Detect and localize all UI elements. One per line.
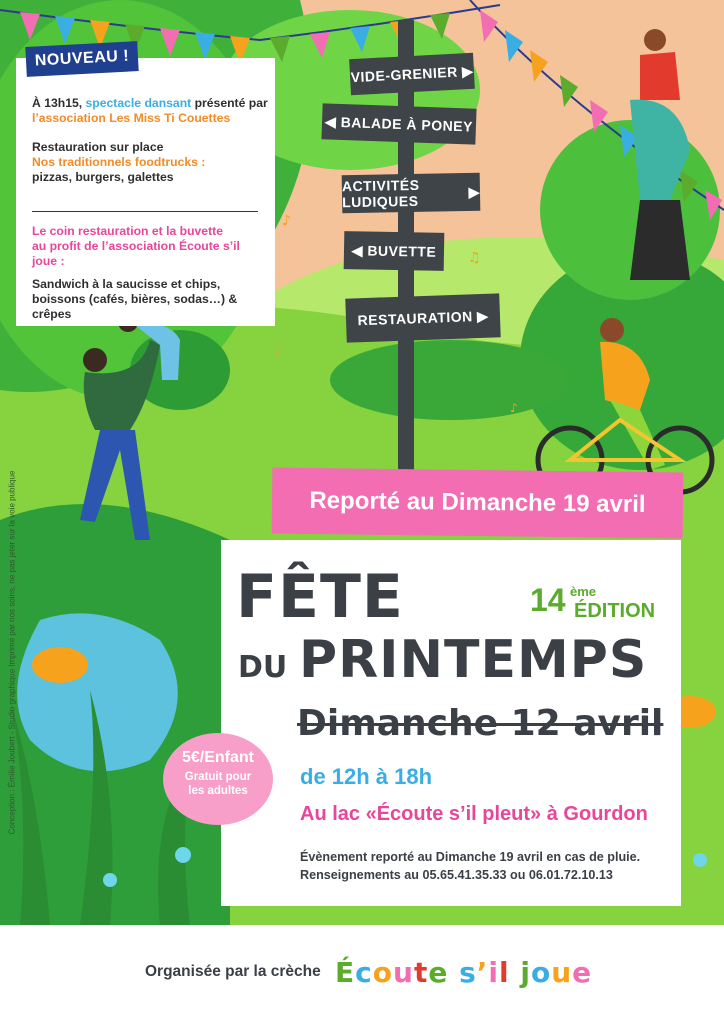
logo-letter: t [413,956,429,989]
show-intro: présenté par [191,96,268,110]
rain-notice: Évènement reporté au Dimanche 19 avril en cas de pluie. [300,850,641,864]
logo-letter: e [428,956,449,989]
menu-line-1: Sandwich à la saucisse et chips, [32,277,221,291]
svg-text:♫: ♫ [468,250,481,266]
credit-text: Conception : Émilie Joubert - Studio graphique Imprimé par nos soins, ne pas jeter sur la voie publique [7,470,17,835]
logo-letter: u [393,956,414,989]
food-info [32,140,268,185]
divider [32,211,258,212]
buvette-title: Le coin restauration et la buvette [32,224,223,238]
edition-number: 14 [530,582,566,618]
sign-activites: ACTIVITÉS LUDIQUES ▶ [342,173,481,213]
logo-letter: o [530,956,552,989]
price-adult-2: les adultes [188,785,248,797]
logo-letter: l [499,956,510,989]
event-notice [300,848,640,884]
logo-letter: ’ [476,956,489,989]
buvette-info [32,224,268,322]
edition-label: ÉDITION [574,600,656,622]
sign-balade-poney: ◀ BALADE À PONEY [321,103,476,144]
logo-colored [335,956,592,989]
foodtrucks-menu: pizzas, burgers, galettes [32,170,174,184]
price-badge [163,733,273,825]
sign-buvette: ◀ BUVETTE [344,231,445,271]
logo-letter: i [488,956,499,989]
organiser-logo [335,956,592,989]
svg-text:♪: ♪ [510,401,518,415]
event-hours: de 12h à 18h [300,764,433,789]
price-child: 5€/Enfant [181,749,254,766]
sign-restauration: RESTAURATION ▶ [345,293,500,342]
title-du: DU [238,650,288,685]
logo-letter: s [459,956,477,989]
buvette-subtitle: au profit de l’association Écoute s’il joue : [32,239,240,268]
svg-text:♪: ♪ [282,213,291,229]
logo-letter: j [520,956,531,989]
sign-vide-grenier: VIDE-GRENIER ▶ [349,53,475,95]
logo-letter [510,956,521,989]
title-fete: FÊTE [236,562,404,632]
title-printemps: PRINTEMPS [299,630,648,690]
logo-letter: c [355,956,373,989]
nouveau-tag: NOUVEAU ! [25,41,138,77]
show-info [32,96,268,126]
old-date-struck: Dimanche 12 avril [297,703,664,744]
show-time: À 13h15, [32,96,86,110]
logo-letter: e [572,956,593,989]
postponed-banner: Reporté au Dimanche 19 avril [272,467,684,538]
svg-text:♪: ♪ [274,344,282,358]
contact-phones: Renseignements au 05.65.41.35.33 ou 06.01.72.10.13 [300,868,613,882]
resto-line: Restauration sur place [32,140,164,154]
show-association: l’association Les Miss Ti Couettes [32,111,231,125]
edition-suffix: ème [570,584,597,599]
price-adult-1: Gratuit pour [184,771,252,783]
credit-vertical [0,410,24,910]
menu-line-2: boissons (cafés, bières, sodas…) & crêpes [32,292,238,321]
logo-letter: É [335,956,356,989]
foodtrucks-line: Nos traditionnels foodtrucks : [32,155,206,169]
logo-letter: u [551,956,573,989]
footer-organiser: Organisée par la crèche [145,963,321,980]
event-place: Au lac «Écoute s’il pleut» à Gourdon [300,803,648,825]
logo-letter [448,956,459,989]
logo-letter: o [372,956,393,989]
show-name: spectacle dansant [85,96,192,110]
